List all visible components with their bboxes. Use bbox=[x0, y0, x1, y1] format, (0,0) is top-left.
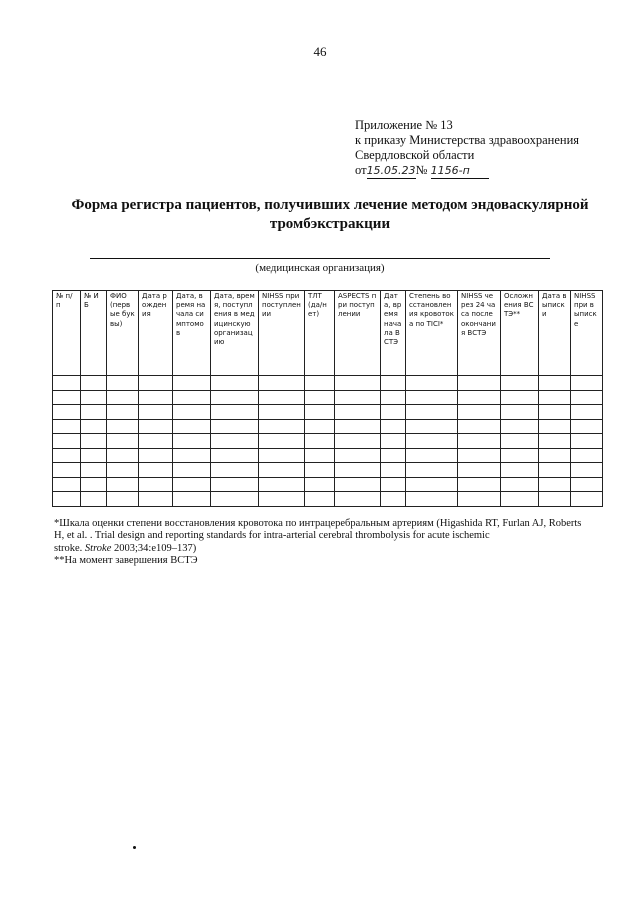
table-cell[interactable] bbox=[259, 448, 305, 463]
table-cell[interactable] bbox=[458, 492, 501, 507]
table-cell[interactable] bbox=[501, 376, 539, 391]
table-cell[interactable] bbox=[81, 419, 107, 434]
table-cell[interactable] bbox=[211, 419, 259, 434]
table-cell[interactable] bbox=[81, 463, 107, 478]
table-cell[interactable] bbox=[406, 390, 458, 405]
table-cell[interactable] bbox=[305, 463, 335, 478]
table-cell[interactable] bbox=[139, 492, 173, 507]
footnote-line-1: *Шкала оценки степени восстановления кровотока по интрацеребральным артериям (Higashida RT, Furlan AJ, Roberts bbox=[54, 518, 582, 529]
table-cell[interactable] bbox=[539, 463, 571, 478]
table-cell[interactable] bbox=[53, 419, 81, 434]
table-cell[interactable] bbox=[501, 448, 539, 463]
table-cell[interactable] bbox=[259, 405, 305, 420]
table-cell[interactable] bbox=[53, 448, 81, 463]
table-cell[interactable] bbox=[501, 390, 539, 405]
table-cell[interactable] bbox=[81, 434, 107, 449]
table-cell[interactable] bbox=[539, 390, 571, 405]
footnotes bbox=[54, 518, 614, 568]
table-cell[interactable] bbox=[406, 434, 458, 449]
table-cell[interactable] bbox=[458, 405, 501, 420]
date-prefix: от bbox=[355, 163, 367, 177]
table-cell[interactable] bbox=[173, 405, 211, 420]
registry-table bbox=[52, 290, 603, 507]
table-cell[interactable] bbox=[53, 376, 81, 391]
table-cell[interactable] bbox=[259, 477, 305, 492]
table-cell[interactable] bbox=[107, 376, 139, 391]
appendix-date-line bbox=[355, 163, 579, 179]
table-cell[interactable] bbox=[335, 434, 381, 449]
table-cell[interactable] bbox=[381, 492, 406, 507]
page-mark bbox=[133, 846, 136, 849]
table-cell[interactable] bbox=[173, 390, 211, 405]
table-cell[interactable] bbox=[81, 390, 107, 405]
table-cell[interactable] bbox=[501, 463, 539, 478]
table-cell[interactable] bbox=[53, 492, 81, 507]
table-cell[interactable] bbox=[139, 434, 173, 449]
table-row bbox=[53, 463, 603, 478]
table-cell[interactable] bbox=[458, 376, 501, 391]
table-cell[interactable] bbox=[458, 390, 501, 405]
table-cell[interactable] bbox=[335, 463, 381, 478]
table-cell[interactable] bbox=[335, 492, 381, 507]
table-cell[interactable] bbox=[81, 477, 107, 492]
table-cell[interactable] bbox=[107, 405, 139, 420]
table-cell[interactable] bbox=[406, 419, 458, 434]
organization-line bbox=[90, 258, 550, 259]
table-cell[interactable] bbox=[501, 492, 539, 507]
table-cell[interactable] bbox=[305, 477, 335, 492]
table-cell[interactable] bbox=[211, 448, 259, 463]
table-cell[interactable] bbox=[458, 463, 501, 478]
footnote-prefix: stroke. bbox=[54, 542, 85, 554]
table-cell[interactable] bbox=[305, 376, 335, 391]
table-cell[interactable] bbox=[259, 463, 305, 478]
table-cell[interactable] bbox=[107, 434, 139, 449]
table-cell[interactable] bbox=[335, 376, 381, 391]
table-cell[interactable] bbox=[173, 376, 211, 391]
appendix-line-3: Свердловской области bbox=[355, 148, 475, 162]
table-cell[interactable] bbox=[139, 390, 173, 405]
number-prefix: № bbox=[415, 163, 428, 177]
table-cell[interactable] bbox=[539, 376, 571, 391]
table-cell[interactable] bbox=[139, 477, 173, 492]
header-cell: ФИО (первые буквы) bbox=[107, 291, 139, 376]
table-row bbox=[53, 390, 603, 405]
table-cell[interactable] bbox=[539, 405, 571, 420]
table-cell[interactable] bbox=[173, 448, 211, 463]
table-cell[interactable] bbox=[335, 448, 381, 463]
table-cell[interactable] bbox=[571, 463, 603, 478]
header-cell: Дата, время начала ВСТЭ bbox=[381, 291, 406, 376]
table-cell[interactable] bbox=[211, 492, 259, 507]
document-title: Форма регистра пациентов, получивших лечение методом эндоваскулярной тромбэкстракции bbox=[71, 197, 589, 232]
header-cell: Дата, время, поступления в медицинскую организацию bbox=[211, 291, 259, 376]
table-cell[interactable] bbox=[305, 390, 335, 405]
table-cell[interactable] bbox=[406, 376, 458, 391]
table-cell[interactable] bbox=[53, 463, 81, 478]
table-cell[interactable] bbox=[335, 390, 381, 405]
header-cell: Осложнения ВСТЭ** bbox=[501, 291, 539, 376]
header-cell: NIHSS через 24 часа после окончания ВСТЭ bbox=[458, 291, 501, 376]
table-cell[interactable] bbox=[501, 405, 539, 420]
table-cell[interactable] bbox=[571, 390, 603, 405]
table-cell[interactable] bbox=[501, 434, 539, 449]
table-cell[interactable] bbox=[173, 477, 211, 492]
table-cell[interactable] bbox=[381, 463, 406, 478]
table-cell[interactable] bbox=[305, 419, 335, 434]
table-cell[interactable] bbox=[406, 492, 458, 507]
table-cell[interactable] bbox=[139, 376, 173, 391]
table-cell[interactable] bbox=[211, 434, 259, 449]
footnote-suffix: 2003;34:e109–137) bbox=[111, 542, 197, 554]
table-cell[interactable] bbox=[173, 492, 211, 507]
table-cell[interactable] bbox=[571, 419, 603, 434]
table-cell[interactable] bbox=[458, 434, 501, 449]
table-cell[interactable] bbox=[381, 405, 406, 420]
table-cell[interactable] bbox=[501, 419, 539, 434]
table-cell[interactable] bbox=[81, 405, 107, 420]
number-value: 1156-п bbox=[431, 163, 489, 179]
table-cell[interactable] bbox=[81, 492, 107, 507]
footnote-line-4: **На момент завершения ВСТЭ bbox=[54, 555, 198, 567]
table-row bbox=[53, 492, 603, 507]
table-cell[interactable] bbox=[53, 390, 81, 405]
table-cell[interactable] bbox=[458, 448, 501, 463]
table-cell[interactable] bbox=[81, 376, 107, 391]
table-cell[interactable] bbox=[501, 477, 539, 492]
table-cell[interactable] bbox=[53, 477, 81, 492]
header-cell: NIHSS при поступлении bbox=[259, 291, 305, 376]
table-cell[interactable] bbox=[211, 390, 259, 405]
appendix-line-2: к приказу Министерства здравоохранения bbox=[355, 133, 580, 147]
table-cell[interactable] bbox=[139, 419, 173, 434]
table-cell[interactable] bbox=[381, 376, 406, 391]
table-cell[interactable] bbox=[571, 477, 603, 492]
header-cell: Дата выписки bbox=[539, 291, 571, 376]
header-cell: № ИБ bbox=[81, 291, 107, 376]
table-cell[interactable] bbox=[259, 376, 305, 391]
table-cell[interactable] bbox=[305, 434, 335, 449]
table-cell[interactable] bbox=[259, 419, 305, 434]
header-cell: № п/п bbox=[53, 291, 81, 376]
table-cell[interactable] bbox=[107, 463, 139, 478]
table-cell[interactable] bbox=[81, 448, 107, 463]
organization-caption: (медицинская организация) bbox=[255, 262, 385, 274]
table-cell[interactable] bbox=[458, 419, 501, 434]
table-header-row bbox=[53, 291, 603, 376]
header-cell: ASPECTS при поступлении bbox=[335, 291, 381, 376]
table-cell[interactable] bbox=[259, 434, 305, 449]
header-cell: ТЛТ (да/нет) bbox=[305, 291, 335, 376]
table-row bbox=[53, 448, 603, 463]
table-cell[interactable] bbox=[139, 405, 173, 420]
table-cell[interactable] bbox=[406, 463, 458, 478]
appendix-line-1: Приложение № 13 bbox=[355, 118, 453, 132]
table-cell[interactable] bbox=[259, 390, 305, 405]
header-cell: Степень восстановления кровотока по TICI* bbox=[406, 291, 458, 376]
table-cell[interactable] bbox=[107, 492, 139, 507]
table-cell[interactable] bbox=[571, 376, 603, 391]
table-cell[interactable] bbox=[458, 477, 501, 492]
table-cell[interactable] bbox=[211, 376, 259, 391]
appendix-block bbox=[355, 118, 579, 179]
table-cell[interactable] bbox=[381, 390, 406, 405]
table-cell[interactable] bbox=[381, 448, 406, 463]
footnote-line-3 bbox=[54, 543, 614, 555]
table-cell[interactable] bbox=[305, 405, 335, 420]
table-cell[interactable] bbox=[107, 477, 139, 492]
table-cell[interactable] bbox=[211, 405, 259, 420]
table-cell[interactable] bbox=[381, 477, 406, 492]
date-value: 15.05.23 bbox=[366, 164, 416, 177]
table-cell[interactable] bbox=[107, 448, 139, 463]
table-cell[interactable] bbox=[305, 448, 335, 463]
header-cell: Дата, время начала симптомов bbox=[173, 291, 211, 376]
table-cell[interactable] bbox=[406, 477, 458, 492]
table-cell[interactable] bbox=[381, 434, 406, 449]
table-cell[interactable] bbox=[173, 463, 211, 478]
footnote-line-2: H, et al. . Trial design and reporting standards for intra-arterial cerebral thrombolysis for acute ischemic bbox=[54, 530, 490, 542]
table-cell[interactable] bbox=[53, 405, 81, 420]
table-cell[interactable] bbox=[539, 448, 571, 463]
header-cell: Дата рождения bbox=[139, 291, 173, 376]
table-cell[interactable] bbox=[539, 477, 571, 492]
table-cell[interactable] bbox=[335, 419, 381, 434]
table-row bbox=[53, 477, 603, 492]
table-cell[interactable] bbox=[139, 463, 173, 478]
table-cell[interactable] bbox=[211, 463, 259, 478]
table-cell[interactable] bbox=[211, 477, 259, 492]
table-row bbox=[53, 376, 603, 391]
table-cell[interactable] bbox=[571, 448, 603, 463]
table-cell[interactable] bbox=[107, 390, 139, 405]
table-cell[interactable] bbox=[173, 434, 211, 449]
table-row bbox=[53, 434, 603, 449]
table-cell[interactable] bbox=[335, 477, 381, 492]
registry-body bbox=[53, 376, 603, 507]
table-cell[interactable] bbox=[571, 492, 603, 507]
table-cell[interactable] bbox=[539, 419, 571, 434]
table-cell[interactable] bbox=[259, 492, 305, 507]
page-number: 46 bbox=[313, 44, 327, 59]
table-cell[interactable] bbox=[305, 492, 335, 507]
table-cell[interactable] bbox=[173, 419, 211, 434]
table-cell[interactable] bbox=[539, 492, 571, 507]
table-cell[interactable] bbox=[571, 434, 603, 449]
table-cell[interactable] bbox=[539, 434, 571, 449]
table-cell[interactable] bbox=[381, 419, 406, 434]
journal-name: Stroke bbox=[84, 542, 112, 554]
table-row bbox=[53, 405, 603, 420]
table-cell[interactable] bbox=[571, 405, 603, 420]
table-cell[interactable] bbox=[406, 405, 458, 420]
table-cell[interactable] bbox=[406, 448, 458, 463]
table-row bbox=[53, 419, 603, 434]
table-cell[interactable] bbox=[53, 434, 81, 449]
table-cell[interactable] bbox=[139, 448, 173, 463]
table-cell[interactable] bbox=[335, 405, 381, 420]
header-cell: NIHSS при выписке bbox=[571, 291, 603, 376]
table-cell[interactable] bbox=[107, 419, 139, 434]
